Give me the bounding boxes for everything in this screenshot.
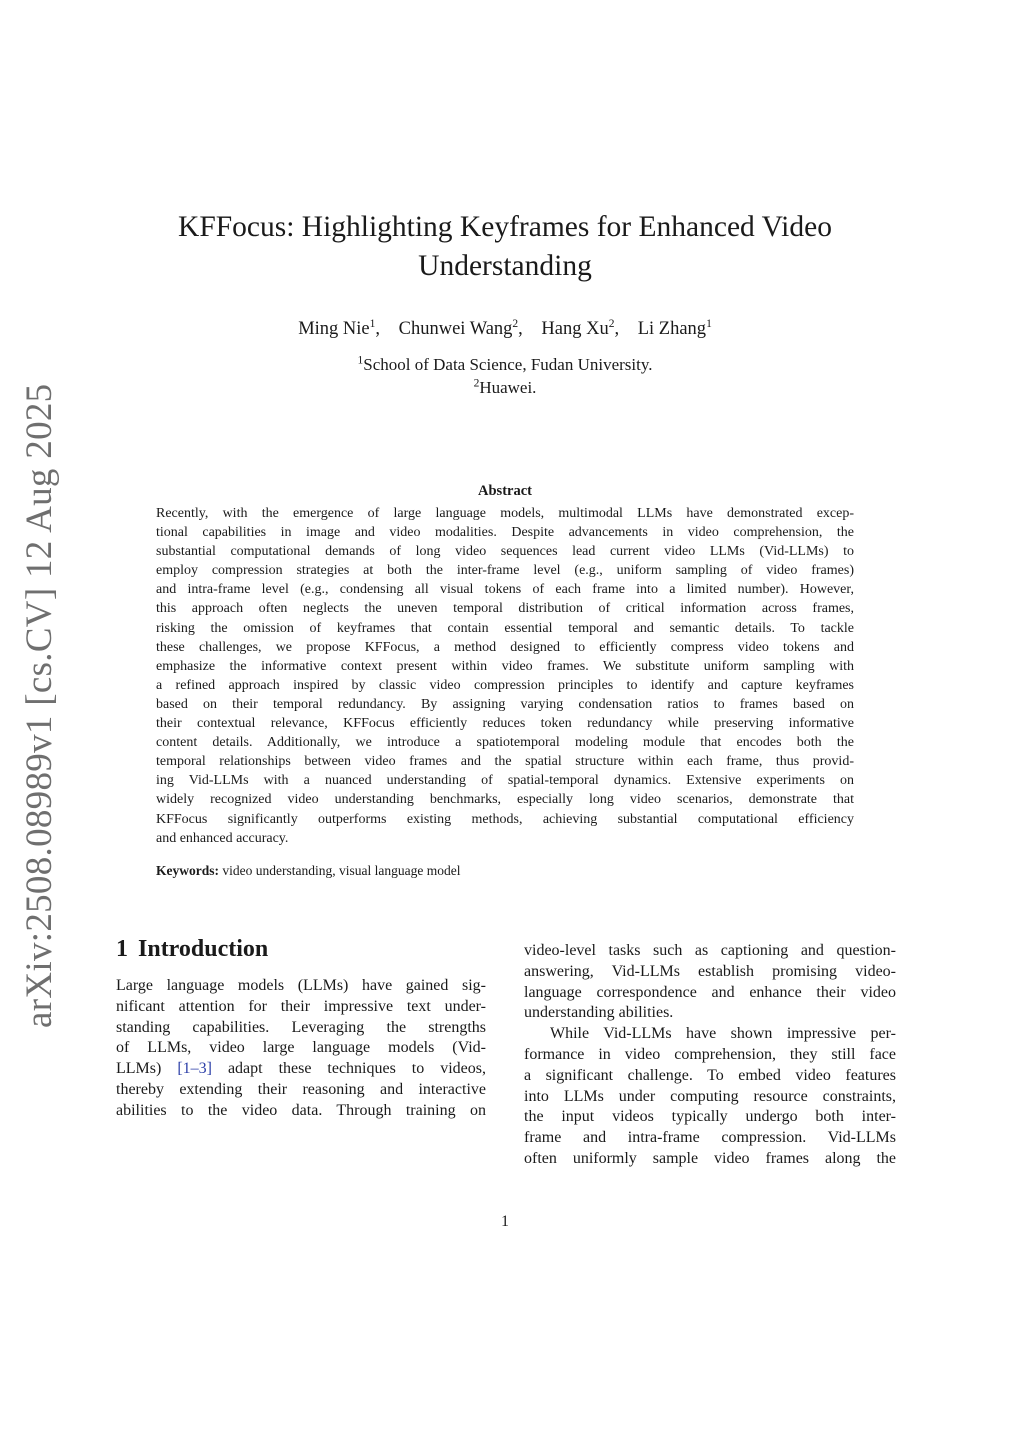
- author: Hang Xu$^2$,: [541, 317, 620, 339]
- abstract-line: ing Vid-LLMs with a nuanced understanding of spatial-temporal dynamics. Extensive experiments on: [156, 773, 854, 789]
- title-line-1: KFFocus: Highlighting Keyframes for Enhanced Video: [178, 211, 832, 243]
- abstract-heading: Abstract: [478, 483, 532, 499]
- body-line: of LLMs, video large language models (Vid-: [116, 1039, 486, 1057]
- author-name: Li Zhang: [637, 319, 707, 339]
- body-line: [116, 1059, 486, 1080]
- abstract-line: based on their temporal redundancy. By assigning varying condensation ratios to frames based on: [156, 696, 854, 712]
- abstract-line: this approach often neglects the uneven temporal distribution of critical information across frames,: [156, 601, 854, 617]
- author-affil-mark: 2: [608, 317, 615, 330]
- affiliation-text: Huawei.: [479, 378, 537, 397]
- arxiv-identifier-stamp: arXiv:2508.08989v1 [cs.CV] 12 Aug 2025: [19, 383, 60, 1028]
- body-line: formance in video comprehension, they still face: [524, 1045, 896, 1063]
- body-line: abilities to the video data. Through training on: [116, 1101, 486, 1119]
- body-line: a significant challenge. To embed video features: [524, 1066, 896, 1084]
- section-number: 1: [116, 936, 128, 962]
- affiliations: [150, 353, 860, 399]
- body-line: Large language models (LLMs) have gained sig-: [116, 977, 486, 994]
- body-line: answering, Vid-LLMs establish promising video-: [524, 962, 896, 980]
- affiliation-mark: 1: [357, 354, 364, 367]
- body-line: into LLMs under computing resource constraints,: [524, 1087, 896, 1105]
- abstract-line: Recently, with the emergence of large language models, multimodal LLMs have demonstrated excep-: [156, 506, 854, 521]
- author-affil-mark: 1: [706, 317, 712, 330]
- intro-right-column: [524, 941, 896, 1170]
- abstract-body: [156, 504, 854, 848]
- affiliation-text: School of Data Science, Fudan University.: [363, 355, 653, 374]
- abstract-line: temporal relationships between video frames and the spatial structure within each frame, thus provid-: [156, 754, 854, 770]
- abstract-line: their contextual relevance, KFFocus efficiently reduces token redundancy while preserving informative: [156, 716, 854, 732]
- author-name: Ming Nie: [298, 319, 370, 339]
- author: Ming Nie$^1$,: [298, 317, 380, 339]
- author: [638, 319, 712, 339]
- author-name: Chunwei Wang: [398, 319, 513, 339]
- affiliation: [150, 376, 860, 399]
- abstract-line: risking the omission of keyframes that contain essential temporal and semantic details. To tackle: [156, 620, 854, 636]
- section-title: Introduction: [138, 936, 269, 962]
- abstract-line: a refined approach inspired by classic video compression principles to identify and capture keyframes: [156, 677, 854, 693]
- author-list: [150, 316, 860, 342]
- body-line: frame and intra-frame compression. Vid-LLMs: [524, 1129, 896, 1147]
- citation-link[interactable]: [1–3]: [177, 1060, 212, 1078]
- author-affil-mark: 2: [512, 317, 519, 330]
- author-affil-mark: 1: [369, 317, 376, 330]
- body-line: understanding abilities.: [524, 1004, 674, 1022]
- section-heading-introduction: [116, 934, 268, 964]
- keywords: [156, 861, 854, 880]
- title-line-2: Understanding: [418, 250, 592, 282]
- affiliation: [150, 353, 860, 376]
- intro-left-column: [116, 976, 486, 1122]
- abstract-line: content details. Additionally, we introduce a spatiotemporal modeling module that encodes both the: [156, 735, 854, 751]
- body-text: LLMs): [116, 1060, 178, 1078]
- paper-title: [150, 208, 860, 286]
- abstract-line: and intra-frame level (e.g., condensing all visual tokens of each frame into a limited number). However,: [156, 582, 854, 598]
- author-name: Hang Xu: [541, 319, 609, 339]
- page-number: 1: [501, 1213, 509, 1230]
- abstract-line: widely recognized video understanding benchmarks, especially long video scenarios, demonstrate that: [156, 792, 854, 808]
- abstract-line: employ compression strategies at both the inter-frame level (e.g., uniform sampling of video frames): [156, 563, 854, 579]
- abstract-line: substantial computational demands of long video sequences lead current video LLMs (Vid-LLMs) to: [156, 544, 854, 560]
- body-text: adapt these techniques to videos,: [211, 1060, 487, 1078]
- abstract-line: KFFocus significantly outperforms existing methods, achieving substantial computational efficiency: [156, 811, 854, 827]
- body-line: standing capabilities. Leveraging the strengths: [116, 1018, 486, 1036]
- body-line: nificant attention for their impressive text under-: [116, 997, 486, 1015]
- body-line: the input videos typically undergo both inter-: [524, 1108, 896, 1126]
- abstract-line: tional capabilities in image and video modalities. Despite advancements in video comprehension, the: [156, 525, 854, 541]
- author: Chunwei Wang$^2$,: [398, 317, 523, 339]
- body-line: language correspondence and enhance their video: [524, 983, 896, 1001]
- keywords-text: video understanding, visual language model: [222, 863, 461, 878]
- abstract-line: and enhanced accuracy.: [156, 830, 289, 846]
- keywords-label: Keywords:: [156, 863, 219, 878]
- body-line: often uniformly sample video frames along the: [524, 1149, 896, 1167]
- body-line: thereby extending their reasoning and interactive: [116, 1080, 486, 1098]
- body-line: While Vid-LLMs have shown impressive per-: [550, 1025, 896, 1043]
- affiliation-mark: 2: [473, 377, 480, 390]
- abstract-line: emphasize the informative context present within video frames. We substitute uniform sampling with: [156, 658, 854, 674]
- abstract-line: these challenges, we propose KFFocus, a method designed to efficiently compress video tokens and: [156, 639, 854, 655]
- body-line: video-level tasks such as captioning and question-: [524, 942, 896, 959]
